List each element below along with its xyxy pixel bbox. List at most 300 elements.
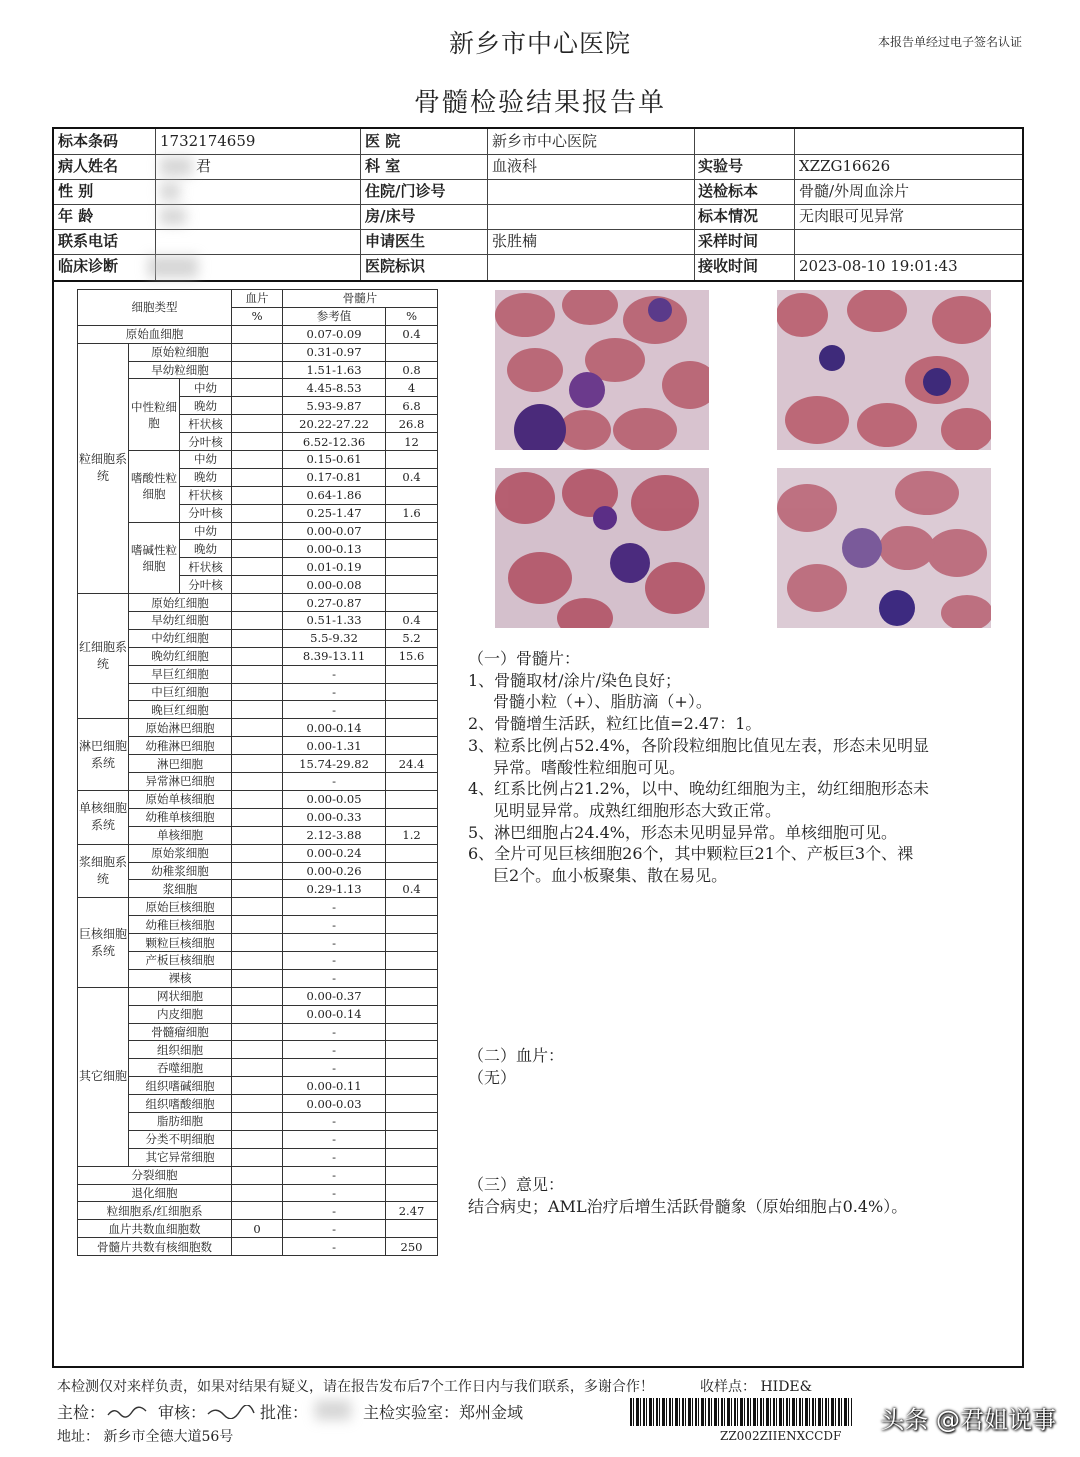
blood-pct xyxy=(232,612,283,630)
ref-range: 0.27-0.87 xyxy=(283,594,386,612)
marrow-image-4 xyxy=(777,468,991,628)
marrow-pct xyxy=(386,1220,438,1238)
table-row xyxy=(78,790,438,808)
blood-pct xyxy=(232,486,283,504)
dept-value: 血液科 xyxy=(492,157,538,175)
blood-pct xyxy=(232,325,283,343)
subgroup-eosinophil: 嗜酸性粒细胞 xyxy=(129,451,180,523)
barcode-value: 1732174659 xyxy=(160,132,256,150)
cell-name: 内皮细胞 xyxy=(129,1005,232,1023)
marrow-pct: 0.4 xyxy=(386,612,438,630)
report-line-1: 1、骨髓取材/涂片/染色良好； xyxy=(468,670,681,690)
blood-pct xyxy=(232,433,283,451)
report-barcode xyxy=(630,1398,852,1426)
table-row xyxy=(78,522,438,540)
table-row xyxy=(78,969,438,987)
th-blood-pct: % xyxy=(232,307,283,325)
checker-label: 主检： xyxy=(57,1403,106,1422)
marrow-pct xyxy=(386,1130,438,1148)
section-marrow-heading: （一）骨髓片： xyxy=(468,649,581,668)
lab-no-value: XZZG16626 xyxy=(799,157,891,175)
report-text xyxy=(468,648,929,887)
th-blood: 血片 xyxy=(232,290,283,308)
marrow-pct xyxy=(386,1023,438,1041)
table-row xyxy=(78,1041,438,1059)
cell-count-table xyxy=(77,289,438,1256)
cell-name: 血片共数血细胞数 xyxy=(78,1220,232,1238)
cell-name: 晚幼 xyxy=(180,540,232,558)
marrow-pct xyxy=(386,343,438,361)
blood-pct xyxy=(232,1184,283,1202)
marrow-pct: 2.47 xyxy=(386,1202,438,1220)
reviewer-signature xyxy=(206,1404,256,1418)
th-marrow: 骨髓片 xyxy=(283,290,438,308)
bed-label: 房/床号 xyxy=(365,207,416,225)
marrow-pct: 0.4 xyxy=(386,880,438,898)
cell-name: 中幼 xyxy=(180,522,232,540)
marrow-pct: 24.4 xyxy=(386,755,438,773)
table-row xyxy=(78,325,438,343)
ref-range: - xyxy=(283,1130,386,1148)
cell-name: 原始单核细胞 xyxy=(129,790,232,808)
ref-range: 0.25-1.47 xyxy=(283,504,386,522)
marrow-pct xyxy=(386,1148,438,1166)
blood-pct xyxy=(232,343,283,361)
table-row xyxy=(78,612,438,630)
cell-name: 原始血细胞 xyxy=(78,325,232,343)
marrow-pct: 0.4 xyxy=(386,468,438,486)
ref-range: 0.15-0.61 xyxy=(283,451,386,469)
cell-name: 原始淋巴细胞 xyxy=(129,719,232,737)
ref-range: 8.39-13.11 xyxy=(283,647,386,665)
blood-pct xyxy=(232,701,283,719)
ref-range: - xyxy=(283,773,386,791)
table-row xyxy=(78,1005,438,1023)
ref-range: 0.29-1.13 xyxy=(283,880,386,898)
blood-pct xyxy=(232,1130,283,1148)
cell-name: 异常淋巴细胞 xyxy=(129,773,232,791)
lab-no-label: 实验号 xyxy=(698,157,744,175)
cell-name: 淋巴细胞 xyxy=(129,755,232,773)
ref-range: 0.64-1.86 xyxy=(283,486,386,504)
marrow-pct xyxy=(386,1041,438,1059)
ref-range: - xyxy=(283,1202,386,1220)
ref-range: - xyxy=(283,1238,386,1256)
ref-range: - xyxy=(283,1112,386,1130)
table-row xyxy=(78,1112,438,1130)
diagnosis-label: 临床诊断 xyxy=(58,257,119,275)
cell-name: 分叶核 xyxy=(180,576,232,594)
table-row xyxy=(78,1077,438,1095)
marrow-pct: 1.6 xyxy=(386,504,438,522)
cell-name: 分类不明细胞 xyxy=(129,1130,232,1148)
th-marrow-pct: % xyxy=(386,307,438,325)
th-cell-type: 细胞类型 xyxy=(78,290,232,326)
age-redacted xyxy=(160,208,186,225)
barcode-label: 标本条码 xyxy=(58,132,119,150)
ref-range: 0.00-0.14 xyxy=(283,1005,386,1023)
collect-time-label: 采样时间 xyxy=(698,232,759,250)
marrow-pct: 5.2 xyxy=(386,629,438,647)
report-line-1b: 骨髓小粒（+）、脂肪滴（+）。 xyxy=(493,692,712,712)
marrow-pct: 0.4 xyxy=(386,325,438,343)
blood-pct xyxy=(232,397,283,415)
marrow-pct: 26.8 xyxy=(386,415,438,433)
table-row xyxy=(78,1059,438,1077)
ref-range: - xyxy=(283,1184,386,1202)
blood-pct xyxy=(232,916,283,934)
blood-pct xyxy=(232,415,283,433)
table-row xyxy=(78,1130,438,1148)
cell-name: 裸核 xyxy=(129,969,232,987)
report-title: 骨髓检验结果报告单 xyxy=(413,88,666,118)
blood-pct xyxy=(232,1112,283,1130)
table-row xyxy=(78,379,438,397)
marrow-pct xyxy=(386,934,438,952)
marrow-pct: 15.6 xyxy=(386,647,438,665)
table-row xyxy=(78,361,438,379)
age-label: 年 龄 xyxy=(58,207,94,225)
cell-name: 幼稚淋巴细胞 xyxy=(129,737,232,755)
table-row xyxy=(78,934,438,952)
report-line-5: 5、淋巴细胞占24.4%，形态未见明显异常。单核细胞可见。 xyxy=(468,822,898,842)
ref-range: 6.52-12.36 xyxy=(283,433,386,451)
table-row xyxy=(78,1166,438,1184)
doctor-label: 申请医生 xyxy=(365,232,426,250)
cell-name: 原始浆细胞 xyxy=(129,844,232,862)
blood-smear-section xyxy=(468,1045,564,1088)
approver-label: 批准： xyxy=(260,1403,309,1422)
cell-name: 退化细胞 xyxy=(78,1184,232,1202)
table-row xyxy=(78,665,438,683)
blood-pct xyxy=(232,540,283,558)
ref-range: 0.00-0.14 xyxy=(283,719,386,737)
ref-range: - xyxy=(283,898,386,916)
ref-range: - xyxy=(283,951,386,969)
marrow-pct xyxy=(386,790,438,808)
blood-pct xyxy=(232,773,283,791)
blood-pct xyxy=(232,934,283,952)
blood-pct xyxy=(232,951,283,969)
marrow-pct xyxy=(386,719,438,737)
report-line-4b: 见明显异常。成熟红细胞形态大致正常。 xyxy=(493,800,782,820)
marrow-pct xyxy=(386,1059,438,1077)
blood-pct xyxy=(232,1041,283,1059)
group-granulocyte: 粒细胞系统 xyxy=(78,343,129,593)
hospital-value: 新乡市中心医院 xyxy=(492,132,598,150)
group-other: 其它细胞 xyxy=(78,987,129,1166)
report-line-6: 6、全片可见巨核细胞26个，其中颗粒巨21个、产板巨3个、裸 xyxy=(468,844,914,864)
blood-pct xyxy=(232,808,283,826)
table-row xyxy=(78,987,438,1005)
table-row xyxy=(78,594,438,612)
table-row xyxy=(78,1148,438,1166)
section-opinion-value: 结合病史；AML治疗后增生活跃骨髓象（原始细胞占0.4%）。 xyxy=(468,1196,908,1216)
subgroup-basophil: 嗜碱性粒细胞 xyxy=(129,522,180,594)
marrow-pct xyxy=(386,808,438,826)
section-opinion-heading: （三）意见： xyxy=(468,1175,565,1194)
blood-pct xyxy=(232,862,283,880)
marrow-pct xyxy=(386,594,438,612)
cell-name: 原始红细胞 xyxy=(129,594,232,612)
cell-name: 早幼粒细胞 xyxy=(129,361,232,379)
marrow-pct xyxy=(386,1005,438,1023)
condition-value: 无肉眼可见异常 xyxy=(799,207,905,225)
checker-signature xyxy=(106,1404,148,1418)
ref-range: 4.45-8.53 xyxy=(283,379,386,397)
marrow-pct xyxy=(386,1112,438,1130)
table-row xyxy=(78,737,438,755)
section-blood-heading: （二）血片： xyxy=(468,1046,565,1065)
blood-pct xyxy=(232,1005,283,1023)
cell-name: 组织嗜酸细胞 xyxy=(129,1095,232,1113)
cell-name: 组织嗜碱细胞 xyxy=(129,1077,232,1095)
name-label: 病人姓名 xyxy=(58,157,119,175)
cell-name: 杆状核 xyxy=(180,558,232,576)
table-row xyxy=(78,898,438,916)
table-row xyxy=(78,719,438,737)
blood-pct xyxy=(232,1059,283,1077)
hospital-id-label: 医院标识 xyxy=(365,257,426,275)
patient-info-grid xyxy=(52,127,1024,282)
table-row xyxy=(78,1220,438,1238)
blood-pct xyxy=(232,969,283,987)
dept-label: 科 室 xyxy=(365,157,401,175)
group-lymphocyte: 淋巴细胞系统 xyxy=(78,719,129,791)
marrow-pct: 4 xyxy=(386,379,438,397)
ref-range: - xyxy=(283,683,386,701)
marrow-pct xyxy=(386,1095,438,1113)
blood-pct xyxy=(232,737,283,755)
marrow-pct xyxy=(386,951,438,969)
blood-pct xyxy=(232,880,283,898)
ref-range: - xyxy=(283,1023,386,1041)
cell-name: 颗粒巨核细胞 xyxy=(129,934,232,952)
ref-range: - xyxy=(283,1059,386,1077)
name-value: 君 xyxy=(196,157,212,175)
ref-range: 0.00-0.08 xyxy=(283,576,386,594)
receive-time-value: 2023-08-10 19:01:43 xyxy=(799,257,958,275)
blood-pct: 0 xyxy=(232,1220,283,1238)
blood-pct xyxy=(232,629,283,647)
blood-pct xyxy=(232,790,283,808)
hospital-label: 医 院 xyxy=(365,132,401,150)
cell-name: 网状细胞 xyxy=(129,987,232,1005)
cell-name: 产板巨核细胞 xyxy=(129,951,232,969)
blood-pct xyxy=(232,683,283,701)
watermark: 头条 @君姐说事 xyxy=(880,1406,1056,1434)
phone-label: 联系电话 xyxy=(58,232,119,250)
ref-range: 0.00-0.07 xyxy=(283,522,386,540)
condition-label: 标本情况 xyxy=(698,207,759,225)
cell-name: 杆状核 xyxy=(180,415,232,433)
marrow-pct xyxy=(386,969,438,987)
cell-name: 分裂细胞 xyxy=(78,1166,232,1184)
cell-name: 晚幼 xyxy=(180,397,232,415)
marrow-pct xyxy=(386,665,438,683)
blood-pct xyxy=(232,361,283,379)
cell-name: 原始巨核细胞 xyxy=(129,898,232,916)
e-sign-note: 本报告单经过电子签名认证 xyxy=(877,35,1022,49)
cell-name: 分叶核 xyxy=(180,504,232,522)
report-line-4: 4、红系比例占21.2%，以中、晚幼红细胞为主，幼红细胞形态未 xyxy=(468,779,930,799)
marrow-pct xyxy=(386,1077,438,1095)
blood-pct xyxy=(232,898,283,916)
ref-range: 0.00-0.03 xyxy=(283,1095,386,1113)
ref-range: - xyxy=(283,1220,386,1238)
marrow-pct: 6.8 xyxy=(386,397,438,415)
doctor-value: 张胜楠 xyxy=(492,232,538,250)
blood-pct xyxy=(232,1202,283,1220)
table-row xyxy=(78,1023,438,1041)
blood-pct xyxy=(232,504,283,522)
table-row xyxy=(78,880,438,898)
sample-value: 骨髓/外周血涂片 xyxy=(799,182,910,200)
blood-pct xyxy=(232,1166,283,1184)
ref-range: 20.22-27.22 xyxy=(283,415,386,433)
cell-name: 幼稚浆细胞 xyxy=(129,862,232,880)
blood-pct xyxy=(232,719,283,737)
blood-pct xyxy=(232,468,283,486)
table-row xyxy=(78,1095,438,1113)
report-line-3b: 异常。嗜酸性粒细胞可见。 xyxy=(493,757,686,777)
blood-pct xyxy=(232,1148,283,1166)
cell-name: 骨髓片共数有核细胞数 xyxy=(78,1238,232,1256)
ref-range: 0.01-0.19 xyxy=(283,558,386,576)
cell-name: 浆细胞 xyxy=(129,880,232,898)
hospital-name: 新乡市中心医院 xyxy=(448,29,631,58)
table-row xyxy=(78,683,438,701)
marrow-pct xyxy=(386,701,438,719)
blood-pct xyxy=(232,647,283,665)
blood-pct xyxy=(232,576,283,594)
marrow-pct: 250 xyxy=(386,1238,438,1256)
cell-name: 晚巨红细胞 xyxy=(129,701,232,719)
table-row xyxy=(78,808,438,826)
table-row xyxy=(78,647,438,665)
blood-pct xyxy=(232,1023,283,1041)
marrow-pct xyxy=(386,773,438,791)
ref-range: 15.74-29.82 xyxy=(283,755,386,773)
cell-name: 粒细胞系/红细胞系 xyxy=(78,1202,232,1220)
blood-pct xyxy=(232,594,283,612)
main-lab: 主检实验室：郑州金域 xyxy=(363,1403,524,1422)
table-row xyxy=(78,701,438,719)
report-line-2: 2、骨髓增生活跃，粒红比值=2.47：1。 xyxy=(468,714,762,734)
table-row xyxy=(78,1184,438,1202)
table-row xyxy=(78,916,438,934)
cell-name: 中幼 xyxy=(180,379,232,397)
cell-name: 杆状核 xyxy=(180,486,232,504)
receive-time-label: 接收时间 xyxy=(698,257,759,275)
ref-range: 2.12-3.88 xyxy=(283,826,386,844)
report-line-3: 3、粒系比例占52.4%，各阶段粒细胞比值见左表，形态未见明显 xyxy=(468,735,930,755)
marrow-pct xyxy=(386,987,438,1005)
cell-name: 晚幼红细胞 xyxy=(129,647,232,665)
blood-pct xyxy=(232,522,283,540)
blood-pct xyxy=(232,379,283,397)
marrow-pct xyxy=(386,1166,438,1184)
subgroup-neutrophil: 中性粒细胞 xyxy=(129,379,180,451)
blood-pct xyxy=(232,755,283,773)
group-megakaryocyte: 巨核细胞系统 xyxy=(78,898,129,987)
ref-range: 0.00-1.31 xyxy=(283,737,386,755)
blood-pct xyxy=(232,844,283,862)
table-row xyxy=(78,773,438,791)
marrow-image-3 xyxy=(495,468,709,628)
ref-range: 0.00-0.11 xyxy=(283,1077,386,1095)
ref-range: 5.93-9.87 xyxy=(283,397,386,415)
cell-name: 早幼红细胞 xyxy=(129,612,232,630)
blood-pct xyxy=(232,1077,283,1095)
approver-redacted xyxy=(315,1400,351,1420)
cell-name: 原始粒细胞 xyxy=(129,343,232,361)
ref-range: - xyxy=(283,934,386,952)
blood-pct xyxy=(232,1095,283,1113)
th-ref: 参考值 xyxy=(283,307,386,325)
ref-range: 0.00-0.37 xyxy=(283,987,386,1005)
marrow-pct: 1.2 xyxy=(386,826,438,844)
name-redacted xyxy=(160,157,192,176)
marrow-pct: 0.8 xyxy=(386,361,438,379)
address: 地址： 新乡市全德大道56号 xyxy=(57,1429,234,1445)
table-row xyxy=(78,343,438,361)
table-row xyxy=(78,826,438,844)
marrow-image-2 xyxy=(777,290,991,450)
ref-range: 1.51-1.63 xyxy=(283,361,386,379)
collect-point: 收样点： HIDE& xyxy=(700,1379,813,1395)
ref-range: 0.17-0.81 xyxy=(283,468,386,486)
cell-name: 中幼 xyxy=(180,451,232,469)
cell-name: 分叶核 xyxy=(180,433,232,451)
marrow-pct xyxy=(386,683,438,701)
report-line-6b: 巨2个。血小板聚集、散在易见。 xyxy=(493,866,728,886)
marrow-pct xyxy=(386,558,438,576)
sex-label: 性 别 xyxy=(58,182,94,200)
cell-name: 幼稚巨核细胞 xyxy=(129,916,232,934)
ref-range: - xyxy=(283,916,386,934)
ref-range: 0.00-0.24 xyxy=(283,844,386,862)
table-row xyxy=(78,844,438,862)
blood-pct xyxy=(232,987,283,1005)
table-row xyxy=(78,451,438,469)
ref-range: - xyxy=(283,1166,386,1184)
group-monocyte: 单核细胞系统 xyxy=(78,790,129,844)
cell-name: 骨髓瘤细胞 xyxy=(129,1023,232,1041)
marrow-pct xyxy=(386,1184,438,1202)
ref-range: - xyxy=(283,665,386,683)
marrow-pct: 12 xyxy=(386,433,438,451)
marrow-pct xyxy=(386,451,438,469)
marrow-pct xyxy=(386,540,438,558)
ref-range: - xyxy=(283,1041,386,1059)
cell-name: 吞噬细胞 xyxy=(129,1059,232,1077)
marrow-pct xyxy=(386,916,438,934)
section-blood-value: （无） xyxy=(468,1067,517,1087)
ref-range: 0.00-0.13 xyxy=(283,540,386,558)
group-plasma: 浆细胞系统 xyxy=(78,844,129,898)
table-row xyxy=(78,755,438,773)
ref-range: - xyxy=(283,1148,386,1166)
ref-range: - xyxy=(283,969,386,987)
blood-pct xyxy=(232,451,283,469)
marrow-pct xyxy=(386,737,438,755)
cell-name: 脂肪细胞 xyxy=(129,1112,232,1130)
ref-range: 0.00-0.26 xyxy=(283,862,386,880)
ref-range: 0.00-0.05 xyxy=(283,790,386,808)
cell-name: 幼稚单核细胞 xyxy=(129,808,232,826)
marrow-image-1 xyxy=(495,290,709,450)
